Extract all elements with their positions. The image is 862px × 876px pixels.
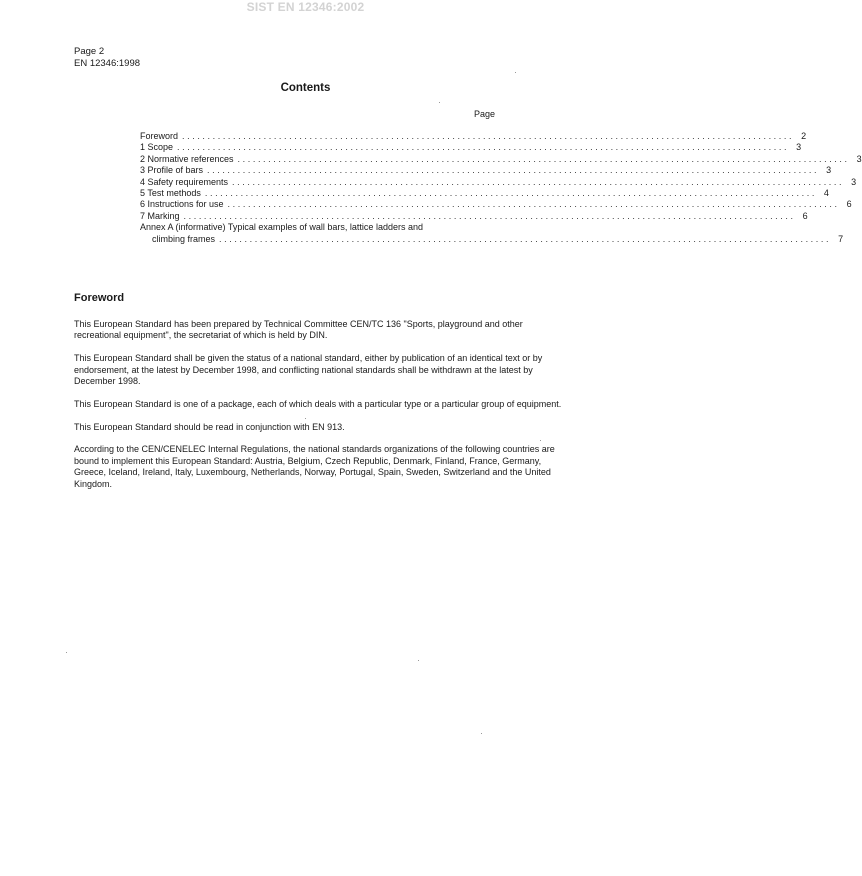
toc-entry-label: 4 Safety requirements bbox=[140, 176, 229, 187]
toc-entry-annex-a[interactable] bbox=[140, 222, 496, 233]
toc-entry-page: 3 bbox=[826, 165, 832, 176]
toc-entry-page: 3 bbox=[851, 176, 857, 187]
foreword-body bbox=[74, 319, 564, 501]
toc-entry-safety-requirements[interactable] bbox=[140, 176, 857, 188]
foreword-paragraph: This European Standard has been prepared by Technical Committee CEN/TC 136 "Sports, playground and other recreational equipment", the secretariat of which is held by DIN. bbox=[74, 319, 523, 341]
toc-leader-dots: ........................................................................................................................ bbox=[182, 131, 795, 141]
toc-entry-label: Foreword bbox=[140, 131, 179, 141]
toc-leader-dots: ........................................................................................................................ bbox=[227, 199, 840, 210]
toc-leader-dots: ........................................................................................................................ bbox=[183, 210, 796, 221]
toc-leader-dots: ........................................................................................................................ bbox=[237, 153, 850, 164]
toc-entry-foreword[interactable] bbox=[140, 131, 807, 142]
scan-speck bbox=[439, 102, 440, 103]
toc-entry-page: 2 bbox=[801, 131, 807, 141]
foreword-paragraph: This European Standard should be read in conjunction with EN 913. bbox=[74, 421, 345, 432]
toc-entry-annex-a-continued[interactable] bbox=[140, 233, 844, 245]
toc-leader-dots: ........................................................................................................................ bbox=[219, 233, 832, 244]
toc-entry-marking[interactable] bbox=[140, 210, 808, 222]
page-number: Page 2 bbox=[74, 46, 105, 57]
toc-entry-normative-references[interactable] bbox=[140, 153, 862, 165]
toc-entry-page: 6 bbox=[802, 210, 808, 221]
toc-entry-instructions-for-use[interactable] bbox=[140, 199, 852, 210]
scan-speck bbox=[66, 652, 67, 653]
toc-entry-label: 7 Marking bbox=[140, 210, 180, 221]
foreword-paragraph: This European Standard shall be given the status of a national standard, either by publication of an identical text or by endorsement, at the latest by December 1998, and conflicting national standards shall be withdrawn at the latest by December 1998. bbox=[74, 353, 543, 387]
scan-speck bbox=[481, 733, 482, 734]
toc-entry-label: 1 Scope bbox=[140, 142, 174, 153]
table-of-contents bbox=[140, 131, 862, 245]
watermark: SIST EN 12346:2002 bbox=[246, 0, 365, 14]
toc-entry-test-methods[interactable] bbox=[140, 187, 829, 199]
toc-entry-label: Annex A (informative) Typical examples of wall bars, lattice ladders and bbox=[140, 222, 423, 233]
scan-speck bbox=[418, 660, 419, 661]
toc-leader-dots: ........................................................................................................................ bbox=[207, 165, 820, 176]
toc-entry-scope[interactable] bbox=[140, 142, 802, 153]
foreword-paragraph: According to the CEN/CENELEC Internal Regulations, the national standards organizations of the following countries are bound to implement this European Standard: Austria, Belgium, Czech Republic, Denmark, Finland, France, Germany, Greece, Iceland, Ireland, Italy, Luxembourg, Netherlands, Norway, Portugal, Spain, Sweden, Switzerland and the United Kingdom. bbox=[74, 444, 555, 489]
toc-entry-page: 3 bbox=[856, 153, 862, 164]
scan-speck bbox=[305, 418, 306, 419]
toc-leader-dots: ........................................................................................................................ bbox=[232, 176, 845, 187]
toc-entry-label: climbing frames bbox=[152, 233, 216, 244]
toc-entry-profile-of-bars[interactable] bbox=[140, 165, 832, 176]
toc-entry-label: 6 Instructions for use bbox=[140, 199, 224, 210]
toc-entry-page: 4 bbox=[823, 187, 829, 198]
standard-number: EN 12346:1998 bbox=[74, 57, 141, 69]
scan-speck bbox=[515, 72, 516, 73]
page-header bbox=[74, 46, 140, 69]
contents-title: Contents bbox=[280, 82, 331, 94]
toc-entry-page: 3 bbox=[796, 142, 802, 153]
toc-entry-label: 3 Profile of bars bbox=[140, 165, 204, 176]
toc-entry-label: 5 Test methods bbox=[140, 187, 201, 198]
foreword-paragraph: This European Standard is one of a package, each of which deals with a particular type or a particular group of equipment. bbox=[74, 398, 562, 409]
toc-leader-dots: ........................................................................................................................ bbox=[204, 187, 817, 198]
toc-entry-page: 6 bbox=[846, 199, 852, 210]
scan-speck bbox=[540, 440, 541, 441]
toc-leader-dots: ........................................................................................................................ bbox=[177, 142, 790, 153]
toc-entry-label: 2 Normative references bbox=[140, 153, 234, 164]
foreword-heading: Foreword bbox=[74, 292, 125, 304]
toc-page-column-label: Page bbox=[474, 109, 496, 119]
toc-entry-page: 7 bbox=[838, 233, 844, 244]
